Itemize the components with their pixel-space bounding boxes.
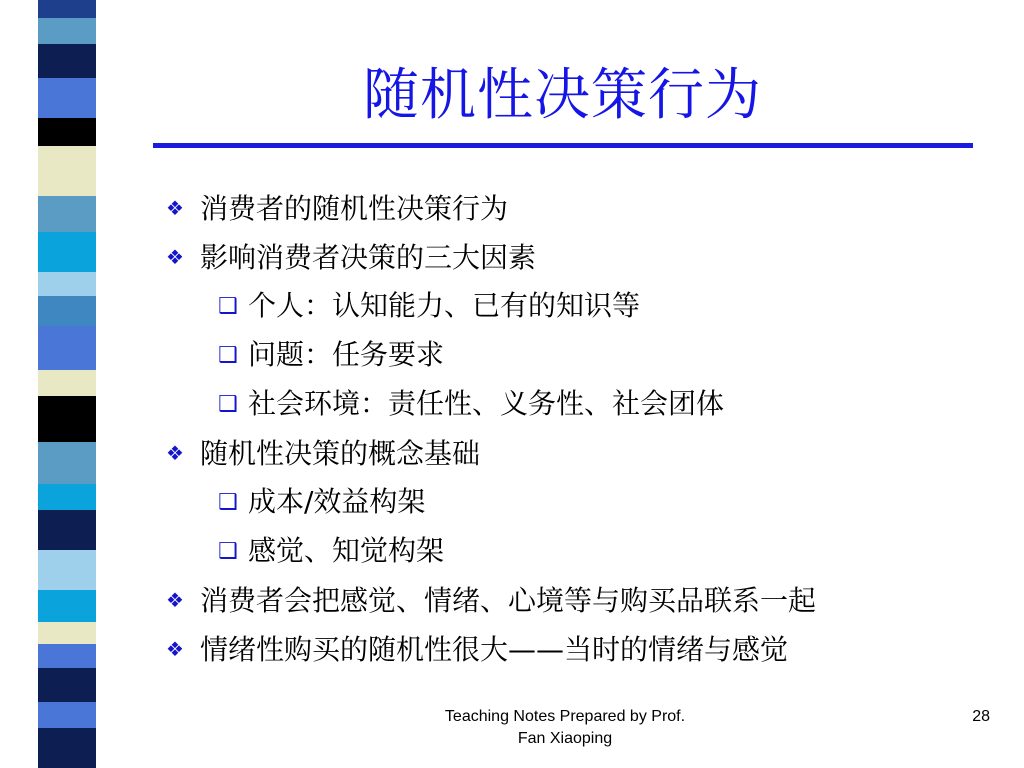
bullet-text: 个人：认知能力、已有的知识等: [248, 289, 641, 322]
square-bullet-icon: ❑: [218, 539, 238, 564]
stripe-segment: [38, 442, 96, 484]
diamond-bullet-icon: ❖: [166, 196, 184, 220]
stripe-segment: [38, 118, 96, 146]
stripe-segment: [38, 0, 96, 18]
footer-line-1: Teaching Notes Prepared by Prof.: [444, 708, 686, 725]
decorative-stripe-bar: [38, 0, 96, 768]
stripe-segment: [38, 146, 96, 174]
stripe-segment: [38, 484, 96, 510]
bullet-text: 社会环境：责任性、义务性、社会团体: [248, 387, 725, 420]
diamond-bullet-icon: ❖: [166, 588, 184, 612]
stripe-segment: [38, 622, 96, 644]
bullet-text: 消费者的随机性决策行为: [200, 192, 509, 225]
sub-bullet-item: [218, 482, 425, 523]
stripe-segment: [38, 590, 96, 622]
sub-bullet-item: [218, 335, 444, 376]
stripe-segment: [38, 644, 96, 668]
square-bullet-icon: ❑: [218, 294, 238, 319]
slide-title: 随机性决策行为: [363, 63, 762, 128]
diamond-bullet-icon: ❖: [166, 245, 184, 269]
stripe-segment: [38, 78, 96, 118]
bullet-item: [166, 237, 536, 278]
bullet-item: [166, 188, 508, 229]
stripe-segment: [38, 370, 96, 396]
diamond-bullet-icon: ❖: [166, 637, 184, 661]
diamond-bullet-icon: ❖: [166, 441, 184, 465]
stripe-segment: [38, 702, 96, 728]
bullet-item: [166, 629, 788, 670]
stripe-segment: [38, 326, 96, 370]
square-bullet-icon: ❑: [218, 392, 238, 417]
sub-bullet-item: [218, 531, 444, 572]
title-divider: [153, 143, 973, 148]
bullet-text: 情绪性购买的随机性很大——当时的情绪与感觉: [200, 633, 789, 666]
stripe-segment: [38, 18, 96, 44]
bullet-text: 消费者会把感觉、情绪、心境等与购买品联系一起: [200, 584, 817, 617]
stripe-segment: [38, 668, 96, 702]
footer-credit: [400, 706, 730, 750]
sub-bullet-item: [218, 286, 640, 327]
bullet-text: 问题：任务要求: [248, 338, 445, 371]
stripe-segment: [38, 396, 96, 442]
stripe-segment: [38, 728, 96, 768]
square-bullet-icon: ❑: [218, 490, 238, 515]
bullet-text: 随机性决策的概念基础: [200, 437, 481, 470]
sub-bullet-item: [218, 384, 724, 425]
stripe-segment: [38, 510, 96, 550]
bullet-text: 感觉、知觉构架: [248, 534, 445, 567]
stripe-segment: [38, 272, 96, 296]
stripe-segment: [38, 550, 96, 590]
bullet-text: 成本/效益构架: [248, 485, 426, 518]
bullet-text: 影响消费者决策的三大因素: [200, 241, 537, 274]
page-number: 28: [972, 708, 990, 725]
stripe-segment: [38, 174, 96, 196]
square-bullet-icon: ❑: [218, 343, 238, 368]
stripe-segment: [38, 44, 96, 78]
stripe-segment: [38, 232, 96, 272]
stripe-segment: [38, 196, 96, 232]
bullet-item: [166, 580, 816, 621]
stripe-segment: [38, 296, 96, 326]
footer-line-2: Fan Xiaoping: [517, 730, 613, 747]
bullet-item: [166, 433, 480, 474]
